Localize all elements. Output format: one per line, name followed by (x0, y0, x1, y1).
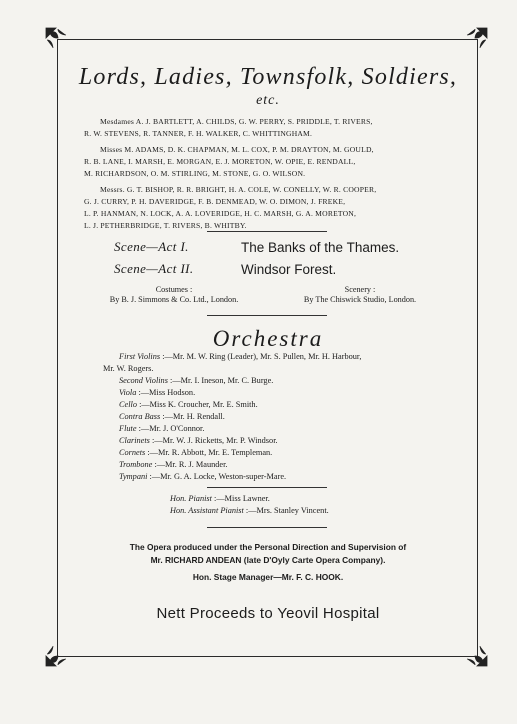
costumes-credit (84, 285, 264, 305)
orchestra-row: Tympani :—Mr. G. A. Locke, Weston-super-Mare. (119, 472, 287, 481)
cast-heading-etc: etc. (256, 93, 280, 108)
pianist-row: Hon. Pianist :—Miss Lawner. (170, 494, 270, 503)
cast-list-misses (84, 144, 434, 180)
cast-line: L. J. PETHERBRIDGE, T. RIVERS, B. WHITBY. (84, 221, 247, 230)
cast-line: M. RICHARDSON, O. M. STIRLING, M. STONE, G. O. WILSON. (84, 169, 306, 178)
stage-manager-line: Hon. Stage Manager—Mr. F. C. HOOK. (192, 572, 344, 582)
orchestra-row: Cello :—Miss K. Croucher, Mr. E. Smith. (119, 400, 258, 409)
pianist-row: Hon. Assistant Pianist :—Mrs. Stanley Vincent. (170, 506, 329, 515)
cast-line: G. J. CURRY, P. H. DAVERIDGE, F. B. DENMEAD, W. O. DIMON, J. FREKE, (84, 197, 346, 206)
scenery-label: Scenery : (344, 285, 376, 294)
orchestra-row: Second Violins :—Mr. I. Ineson, Mr. C. Burge. (119, 376, 274, 385)
orchestra-heading: Orchestra (212, 326, 324, 351)
orchestra-row: Clarinets :—Mr. W. J. Ricketts, Mr. P. Windsor. (119, 436, 278, 445)
scenery-credit (270, 285, 450, 305)
divider (207, 527, 327, 528)
cast-heading: Lords, Ladies, Townsfolk, Soldiers, (78, 64, 458, 90)
proceeds-notice: Nett Proceeds to Yeovil Hospital (156, 605, 380, 622)
scenery-value: By The Chiswick Studio, London. (303, 295, 417, 304)
orchestra-row: Flute :—Mr. J. O'Connor. (119, 424, 205, 433)
corner-ornament-icon (44, 642, 70, 668)
corner-ornament-icon (44, 26, 70, 52)
divider (207, 487, 327, 488)
scene-value: The Banks of the Thames. (241, 240, 400, 255)
costumes-label: Costumes : (155, 285, 193, 294)
corner-ornament-icon (463, 642, 489, 668)
orchestra-row: Viola :—Miss Hodson. (119, 388, 196, 397)
scene-value: Windsor Forest. (241, 262, 337, 277)
cast-line: Mesdames A. J. BARTLETT, A. CHILDS, G. W. PERRY, S. PRIDDLE, T. RIVERS, (100, 117, 373, 126)
cast-list-messrs (84, 184, 434, 232)
costumes-value: By B. J. Simmons & Co. Ltd., London. (109, 295, 239, 304)
cast-line: L. P. HANMAN, N. LOCK, A. A. LOVERIDGE, H. C. MARSH, G. A. MORETON, (84, 209, 357, 218)
cast-line: R. B. LANE, I. MARSH, E. MORGAN, E. J. MORETON, W. OPIE, E. RENDALL, (84, 157, 356, 166)
orchestra-row: First Violins :—Mr. M. W. Ring (Leader), Mr. S. Pullen, Mr. H. Harbour, (119, 352, 362, 361)
orchestra-row: Mr. W. Rogers. (103, 364, 154, 373)
cast-line: Misses M. ADAMS, D. K. CHAPMAN, M. L. COX, P. M. DRAYTON, M. GOULD, (100, 145, 374, 154)
orchestra-row: Trombone :—Mr. R. J. Maunder. (119, 460, 228, 469)
cast-line: Messrs. G. T. BISHOP, R. R. BRIGHT, H. A. COLE, W. CONELLY, W. R. COOPER, (100, 185, 377, 194)
divider (207, 315, 327, 316)
orchestra-row: Cornets :—Mr. R. Abbott, Mr. E. Templeman. (119, 448, 273, 457)
scene-label: Scene—Act II. (114, 261, 194, 276)
scene-label: Scene—Act I. (114, 239, 189, 254)
production-line: The Opera produced under the Personal Direction and Supervision of (129, 542, 407, 552)
cast-line: R. W. STEVENS, R. TANNER, F. H. WALKER, C. WHITTINGHAM. (84, 129, 313, 138)
cast-list-mesdames (84, 116, 434, 140)
orchestra-row: Contra Bass :—Mr. H. Rendall. (119, 412, 225, 421)
divider (207, 231, 327, 232)
production-line: Mr. RICHARD ANDEAN (late D'Oyly Carte Opera Company). (150, 555, 386, 565)
corner-ornament-icon (463, 26, 489, 52)
production-credit (60, 541, 476, 584)
